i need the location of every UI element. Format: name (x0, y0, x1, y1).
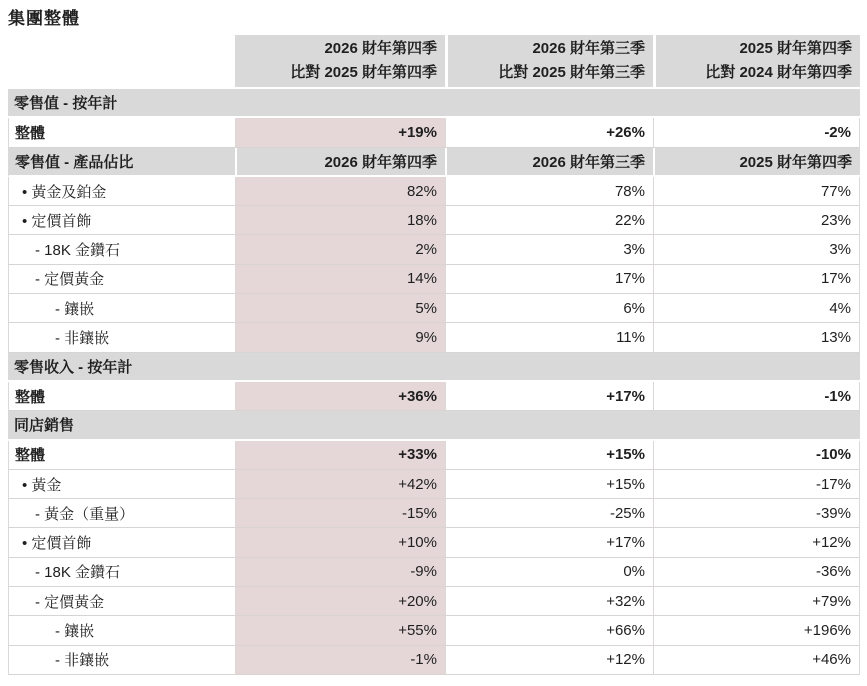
value-cell: 22% (445, 206, 653, 235)
row-label: • 定價首飾 (8, 206, 235, 235)
value-cell: 17% (445, 265, 653, 294)
value-cell: +17% (445, 382, 653, 411)
value-cell: 5% (235, 294, 445, 323)
value-cell: 11% (445, 323, 653, 352)
value-cell: 23% (653, 206, 860, 235)
column-header-q4-2026 (235, 35, 445, 87)
table-row (8, 587, 860, 616)
table-row (8, 206, 860, 235)
value-cell: +42% (235, 470, 445, 499)
row-label: - 定價黃金 (8, 587, 235, 616)
row-label: - 18K 金鑽石 (8, 235, 235, 264)
table-row (8, 265, 860, 294)
value-cell: 18% (235, 206, 445, 235)
value-cell: +36% (235, 382, 445, 411)
row-label: • 黃金及鉑金 (8, 177, 235, 206)
value-cell: 13% (653, 323, 860, 352)
table-row (8, 528, 860, 557)
row-label: - 鑲嵌 (8, 294, 235, 323)
row-label: - 定價黃金 (8, 265, 235, 294)
value-cell: +19% (235, 118, 445, 147)
value-cell: -2% (653, 118, 860, 147)
value-cell: -1% (235, 646, 445, 675)
row-label: - 黃金（重量） (8, 499, 235, 528)
value-cell: 4% (653, 294, 860, 323)
value-cell: 14% (235, 265, 445, 294)
value-cell: +46% (653, 646, 860, 675)
row-label: 整體 (8, 441, 235, 470)
row-label: - 鑲嵌 (8, 616, 235, 645)
value-cell: -1% (653, 382, 860, 411)
value-cell: +33% (235, 441, 445, 470)
value-cell: +66% (445, 616, 653, 645)
value-cell: +32% (445, 587, 653, 616)
value-cell: 3% (653, 235, 860, 264)
value-cell: -9% (235, 558, 445, 587)
section-title: 零售值 - 按年計 (8, 89, 860, 118)
column-header-line1: 2025 財年第四季 (739, 40, 852, 57)
period-label: 2025 財年第四季 (653, 148, 860, 177)
page-title: 集團整體 (8, 9, 80, 28)
value-cell: +12% (445, 646, 653, 675)
table-row (8, 177, 860, 206)
row-label: - 非鑲嵌 (8, 323, 235, 352)
table-header-row (8, 35, 860, 87)
value-cell: +196% (653, 616, 860, 645)
table-row (8, 235, 860, 264)
section-header-row (8, 411, 860, 440)
section-title: 零售值 - 產品佔比 (8, 148, 235, 177)
column-header-line2: 比對 2024 財年第四季 (705, 64, 852, 81)
table-row (8, 499, 860, 528)
period-label: 2026 財年第三季 (445, 148, 653, 177)
column-header-line1: 2026 財年第三季 (532, 40, 645, 57)
value-cell: 77% (653, 177, 860, 206)
value-cell: +55% (235, 616, 445, 645)
table-row (8, 470, 860, 499)
value-cell: +15% (445, 441, 653, 470)
column-header-line2: 比對 2025 財年第三季 (498, 64, 645, 81)
value-cell: +20% (235, 587, 445, 616)
table-row (8, 118, 860, 147)
value-cell: +10% (235, 528, 445, 557)
table-row (8, 441, 860, 470)
value-cell: +26% (445, 118, 653, 147)
section-title: 零售收入 - 按年計 (8, 353, 860, 382)
section-header-row (8, 89, 860, 118)
section-header-row-with-columns (8, 148, 860, 177)
table-row (8, 558, 860, 587)
value-cell: -25% (445, 499, 653, 528)
value-cell: 6% (445, 294, 653, 323)
value-cell: -17% (653, 470, 860, 499)
column-header-q4-2025 (653, 35, 860, 87)
value-cell: 2% (235, 235, 445, 264)
period-label: 2026 財年第四季 (235, 148, 445, 177)
value-cell: 82% (235, 177, 445, 206)
value-cell: -15% (235, 499, 445, 528)
value-cell: -10% (653, 441, 860, 470)
row-label: 整體 (8, 382, 235, 411)
column-header-line1: 2026 財年第四季 (324, 40, 437, 57)
value-cell: +17% (445, 528, 653, 557)
header-spacer (8, 35, 235, 87)
column-header-q3-2026 (445, 35, 653, 87)
value-cell: -36% (653, 558, 860, 587)
value-cell: 0% (445, 558, 653, 587)
results-table (8, 35, 860, 675)
section-header-row (8, 353, 860, 382)
table-row (8, 616, 860, 645)
row-label: - 非鑲嵌 (8, 646, 235, 675)
value-cell: 17% (653, 265, 860, 294)
row-label: • 定價首飾 (8, 528, 235, 557)
value-cell: 78% (445, 177, 653, 206)
table-row (8, 294, 860, 323)
value-cell: +12% (653, 528, 860, 557)
value-cell: 3% (445, 235, 653, 264)
value-cell: -39% (653, 499, 860, 528)
value-cell: 9% (235, 323, 445, 352)
table-row (8, 382, 860, 411)
value-cell: +79% (653, 587, 860, 616)
row-label: 整體 (8, 118, 235, 147)
table-row (8, 646, 860, 675)
row-label: • 黃金 (8, 470, 235, 499)
column-header-line2: 比對 2025 財年第四季 (290, 64, 437, 81)
table-row (8, 323, 860, 352)
row-label: - 18K 金鑽石 (8, 558, 235, 587)
section-title: 同店銷售 (8, 411, 860, 440)
value-cell: +15% (445, 470, 653, 499)
